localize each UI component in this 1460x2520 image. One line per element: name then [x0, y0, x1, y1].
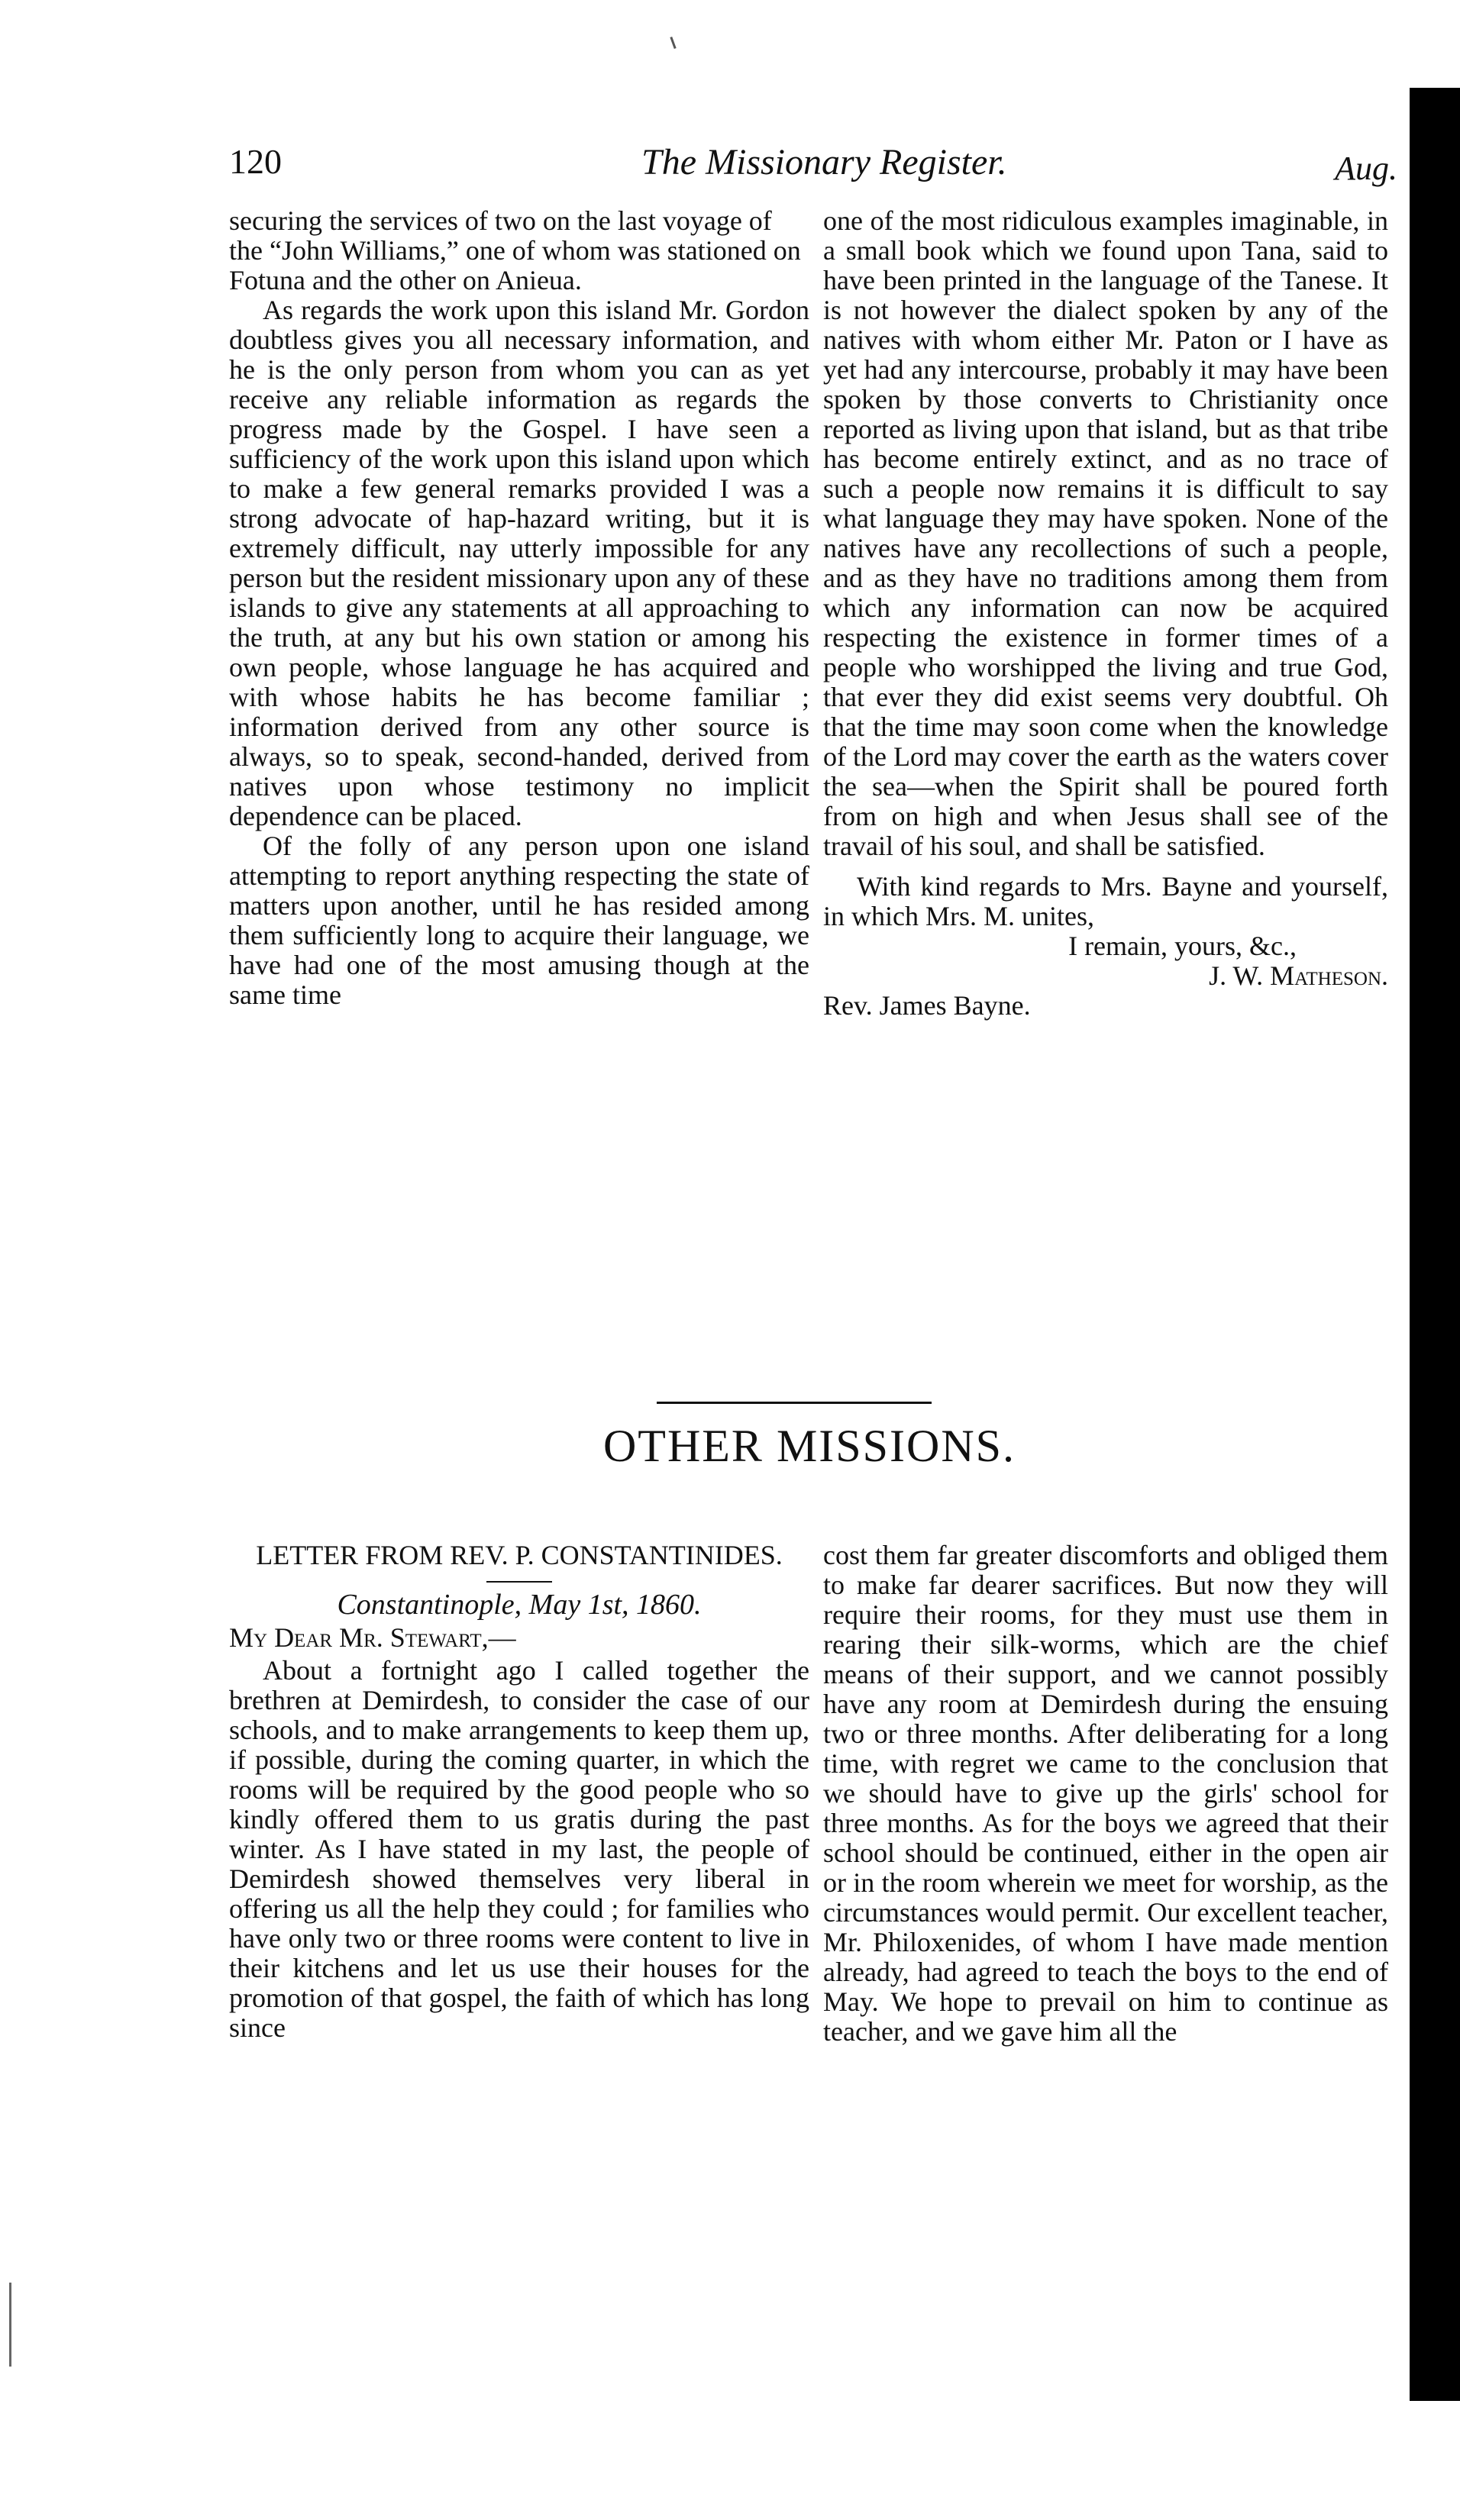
running-head [229, 141, 1397, 195]
paragraph: As regards the work upon this island Mr. Gordon doubtless gives you all necessary information, and he is the only person from whom you can as yet receive any reliable information as regards the progress made by the Gospel. I have seen a sufficiency of the work upon this island upon which to make a few general remarks provided I was a strong advocate of hap-hazard writing, but it is extremely difficult, nay utterly impossible for any person but the resident missionary upon any of these islands to give any statements at all approaching to the truth, at any but his own station or among his own people, whose language he has acquired and with whose habits he has become familiar ; information derived from any other source is always, so to speak, second-handed, derived from natives upon whose testimony no implicit dependence can be placed. [229, 295, 809, 831]
letter-column-left [229, 1541, 809, 2043]
scan-shadow-band [1410, 88, 1460, 2401]
addressee: Rev. James Bayne. [823, 990, 1031, 1021]
scan-edge-mark [9, 2283, 11, 2367]
running-month: Aug. [1335, 150, 1397, 187]
page-number: 120 [229, 142, 282, 181]
paragraph: With kind regards to Mrs. Bayne and yourself, in which Mrs. M. unites, [823, 871, 1388, 931]
paragraph: one of the most ridiculous examples imaginable, in a small book which we found upon Tana, said to have been printed in the language of the Tanese. It is not however the dialect spoken by any of the natives with whom either Mr. Paton or I have as yet had any intercourse, probably it may have been spoken by those converts to Christianity once reported as living upon that island, but as that tribe has become entirely extinct, and as no trace of such a people now remains it is difficult to say what language they may have spoken. None of the natives have any recollections of such a people, and as they have no traditions among them from which any information can now be acquired respecting the existence in former times of a people who worshipped the living and true God, that ever they did exist seems very doubtful. Oh that the time may soon come when the knowledge of the Lord may cover the earth as the waters cover the sea—when the Spirit shall be poured forth from on high and when Jesus shall see of the travail of his soul, and shall be satisfied. [823, 205, 1388, 861]
dateline: Constantinople, May 1st, 1860. [337, 1589, 702, 1621]
section-divider [657, 1402, 932, 1404]
paragraph: cost them far greater discomforts and obliged them to make far dearer sacrifices. But now they will require their rooms, for they must use them in rearing their silk-worms, which are the chief means of their support, and we cannot possibly have any room at Demirdesh during the ensuing two or three months. After deliberating for a long time, with regret we came to the conclusion that we should have to give up the girls' school for three months. As for the boys we agreed that their school should be continued, either in the open air or in the room wherein we meet for worship, as the circumstances would permit. Our excellent teacher, Mr. Philoxenides, of whom I have made mention already, had agreed to teach the boys to the end of May. We hope to prevail on him to continue as teacher, and we gave him all the [823, 1540, 1388, 2047]
letter-title: LETTER FROM REV. P. CONSTANTINIDES. [256, 1540, 783, 1570]
scan-speck [670, 37, 676, 49]
article-column-left [229, 206, 809, 1010]
paragraph: Of the folly of any person upon one island attempting to report anything respecting the state of matters upon another, until he has resided among them sufficiently long to acquire their language, we have had one of the most amusing though at the same time [229, 831, 809, 1010]
salutation: My Dear Mr. Stewart,— [229, 1622, 516, 1653]
section-title: OTHER MISSIONS. [602, 1421, 1016, 1471]
paragraph: securing the services of two on the last voyage of the “John Williams,” one of whom was stationed on Fotuna and the other on Anieua. [229, 205, 801, 295]
article-column-right [823, 206, 1388, 1021]
letter-closing: I remain, yours, &c., [1068, 931, 1297, 961]
signature: J. W. Matheson. [1209, 960, 1388, 991]
paragraph: About a fortnight ago I called together the brethren at Demirdesh, to consider the case of our schools, and to make arrangements to keep them up, if possible, during the coming quarter, in which the rooms will be required by the good people who so kindly offered them to us gratis during the past winter. As I have stated in my last, the people of Demirdesh showed themselves very liberal in offering us all the help they could ; for families who have only two or three rooms were content to live in their kitchens and let us use their houses for the promotion of that gospel, the faith of which has long since [229, 1655, 809, 2043]
journal-title: The Missionary Register. [641, 142, 1007, 182]
letter-column-right [823, 1541, 1388, 2047]
title-rule [486, 1581, 552, 1583]
